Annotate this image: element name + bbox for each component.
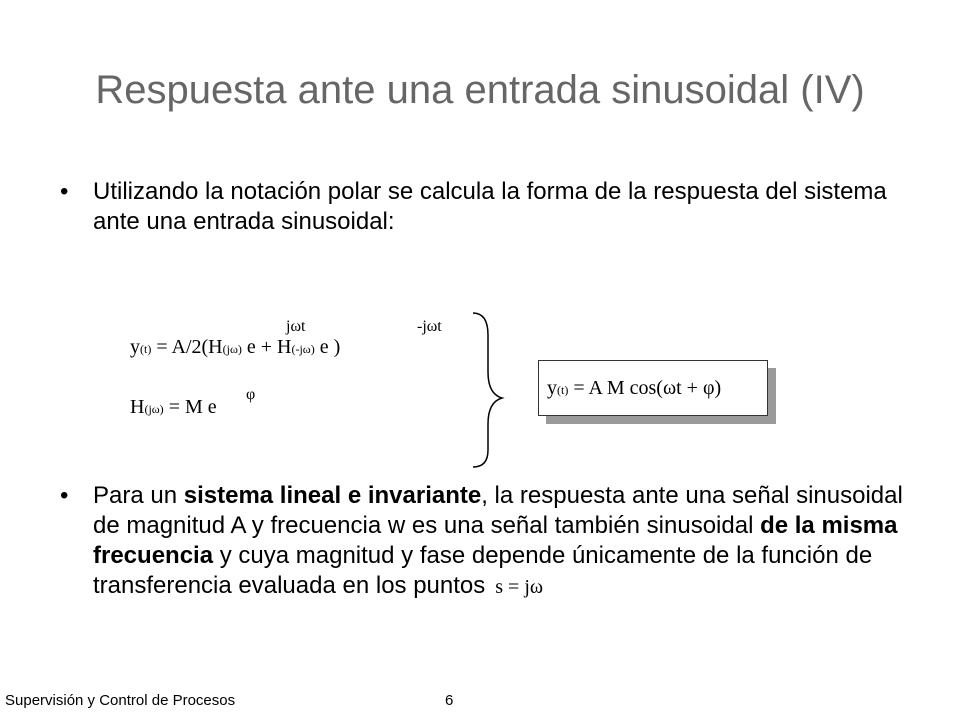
bold-same-frequency: de la misma frecuencia [93, 512, 898, 569]
eq1-close: ) [328, 336, 341, 358]
curly-brace-icon [470, 310, 510, 470]
footer-course: Supervisión y Control de Procesos [5, 692, 236, 709]
box-rest: = A M cos(ωt + φ) [568, 377, 722, 399]
bullet-intro [60, 177, 920, 237]
result-equation [547, 377, 721, 400]
box-y-sub: (t) [557, 383, 569, 397]
slide-title: Respuesta ante una entrada sinusoidal (IV) [95, 68, 865, 112]
equation-response [130, 336, 340, 359]
eq1-y-sub: (t) [140, 342, 152, 356]
eq1-exponent-2: -jωt [417, 318, 442, 335]
bold-linear-invariant: sistema lineal e invariante [183, 482, 482, 509]
eq1-e1: e [241, 336, 256, 358]
bullet-conclusion-text: Para un sistema lineal e invariante, la respuesta ante una señal sinusoidal de magnitud A y frecuencia w es una señal también sinusoidal de la misma frecuencia y cuya magnitud y fase depende únicamente de la función de transferencia evaluada en los puntos s = jω [93, 482, 903, 599]
box-y: y [547, 377, 557, 399]
bullet-marker: • [60, 178, 69, 205]
footer-page-number: 6 [445, 692, 454, 709]
eq1-h-sub1: (jω) [222, 342, 242, 356]
bullet-marker-2: • [60, 482, 69, 509]
eq2-h-sub: (jω) [144, 402, 164, 416]
eq1-y: y [130, 336, 140, 358]
inline-s-equals-jw: s = jω [495, 576, 544, 598]
bullet-intro-text: Utilizando la notación polar se calcula la forma de la respuesta del sistema ante una entrada sinusoidal: [93, 178, 887, 235]
equation-polar [130, 396, 217, 419]
eq2-exponent: φ [246, 386, 256, 403]
eq1-h-sub2: (-jω) [291, 342, 315, 356]
bullet-conclusion [60, 481, 920, 602]
eq1-exponent-1: jωt [286, 318, 306, 335]
result-box [538, 360, 768, 416]
eq2-h: H [130, 396, 145, 418]
eq1-e2: e [314, 336, 329, 358]
eq1-part-a: = A/2(H [151, 336, 223, 358]
eq2-rest: = M e [163, 396, 217, 418]
eq1-plus: + H [255, 336, 292, 358]
